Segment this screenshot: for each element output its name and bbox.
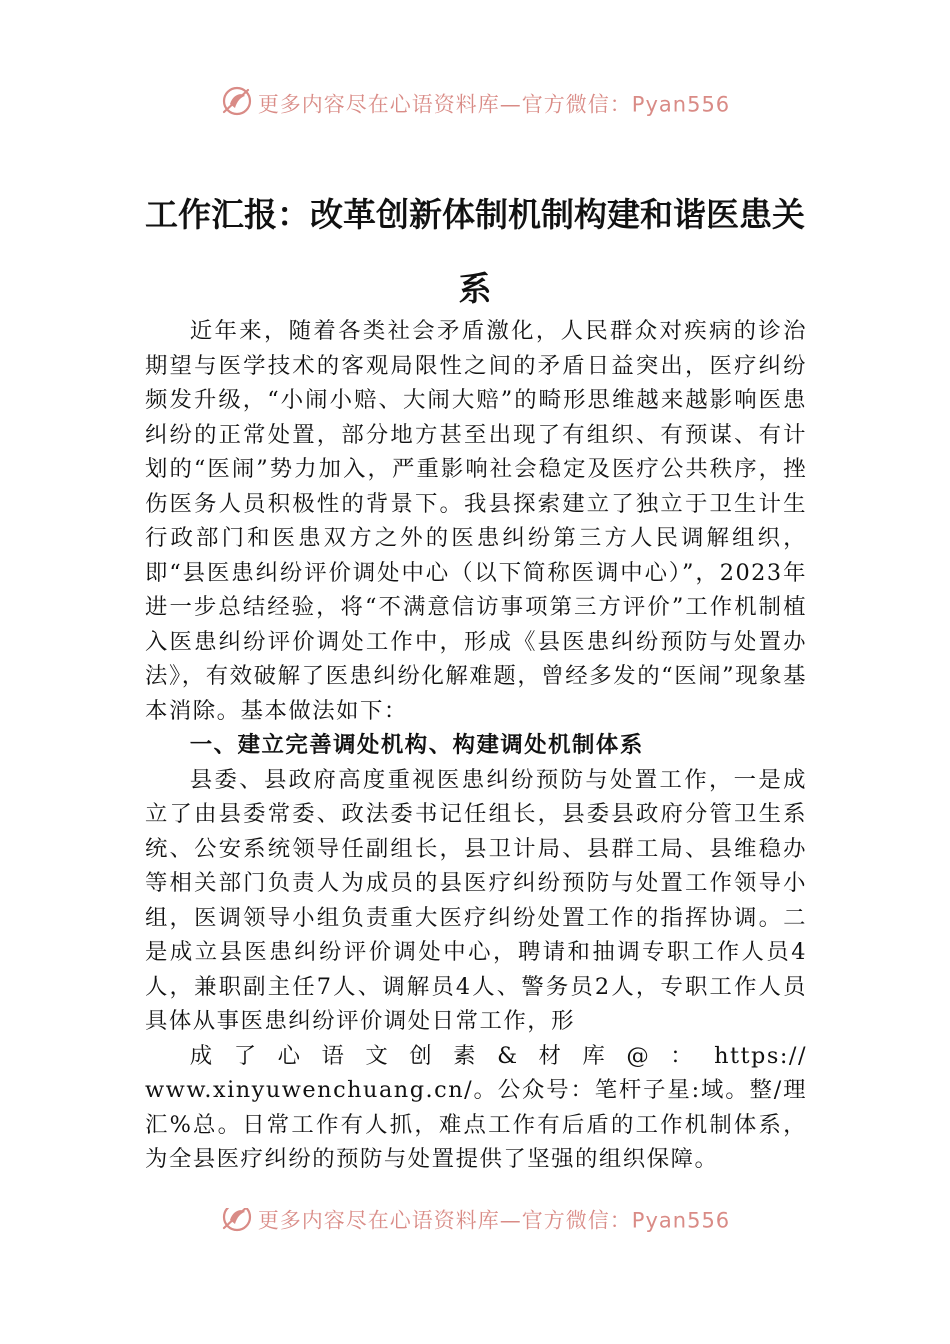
watermark-text: 更多内容尽在心语资料库—官方微信：Pyan556	[257, 1208, 731, 1232]
watermark-logo-icon	[220, 1208, 254, 1232]
watermark-text: 更多内容尽在心语资料库—官方微信：Pyan556	[257, 92, 731, 117]
section-paragraph-part-b: 成了心语文创素&材库@：https://	[189, 1042, 807, 1069]
section-paragraph-part-c: www.xinyuwenchuang.cn/。公众号：笔杆子星:域。整/理汇%总。日常工作有人抓，难点工作有后盾的工作机制体系，为全县医疗纠纷的预防与处置提供了坚强的组织保障。	[145, 1077, 807, 1172]
watermark-footer	[0, 1208, 950, 1232]
section-heading: 一、建立完善调处机构、构建调处机制体系	[189, 732, 644, 758]
section-paragraph	[145, 763, 807, 1177]
document-body	[145, 314, 807, 1177]
watermark-logo-icon	[220, 84, 254, 123]
intro-paragraph: 近年来，随着各类社会矛盾激化，人民群众对疾病的诊治期望与医学技术的客观局限性之间的矛盾日益突出，医疗纠纷频发升级，“小闹小赔、大闹大赔”的畸形思维越来越影响医患纠纷的正常处置，部分地方甚至出现了有组织、有预谋、有计划的“医闹”势力加入，严重影响社会稳定及医疗公共秩序，挫伤医务人员积极性的背景下。我县探索建立了独立于卫生计生行政部门和医患双方之外的医患纠纷第三方人民调解组织，即“县医患纠纷评价调处中心（以下简称医调中心）”，2023年进一步总结经验，将“不满意信访事项第三方评价”工作机制植入医患纠纷评价调处工作中，形成《县医患纠纷预防与处置办法》，有效破解了医患纠纷化解难题，曾经多发的“医闹”现象基本消除。基本做法如下：	[145, 318, 807, 724]
document-title: 工作汇报：改革创新体制机制构建和谐医患关系	[145, 195, 805, 308]
watermark-header	[0, 84, 950, 123]
section-paragraph-part-a: 县委、县政府高度重视医患纠纷预防与处置工作，一是成立了由县委常委、政法委书记任组长，县委县政府分管卫生系统、公安系统领导任副组长，县卫计局、县群工局、县维稳办等相关部门负责人为成员的县医疗纠纷预防与处置工作领导小组，医调领导小组负责重大医疗纠纷处置工作的指挥协调。二是成立县医患纠纷评价调处中心，聘请和抽调专职工作人员4人，兼职副主任7人、调解员4人、警务员2人，专职工作人员具体从事医患纠纷评价调处日常工作，形	[145, 766, 807, 1034]
